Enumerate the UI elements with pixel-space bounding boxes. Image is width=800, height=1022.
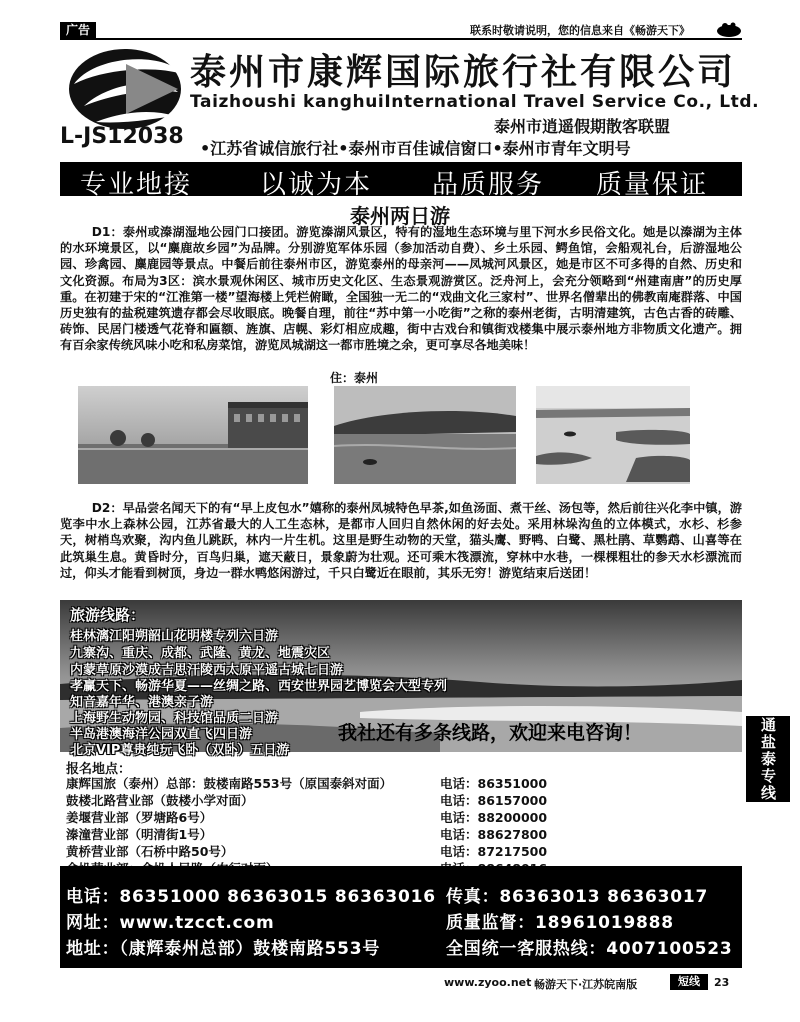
contact-website: 网址：www.tzcct.com [66,913,275,933]
slogan-item: 专业地接 [80,170,193,200]
routes-heading: 旅游线路： [70,606,146,624]
contact-phone: 电话：86351000 86363015 86363016 [66,887,436,907]
day2-description: D2：早品尝名闻天下的有“早上皮包水”嬉称的泰州凤城特色早茶,如鱼汤面、煮干丝、汤包等，然后前往兴化李中镇，游览李中水上森林公园，江苏省最大的人工生态林，是都市人回归自然休闲的好去处。采用林垛沟鱼的立体模式，水杉、杉参天，树梢鸟欢聚，沟内鱼儿跳跃，林内一片生机。这里是野生动物的天堂，猫头鹰、野鸭、白鹭、黑杜鹃、草鹦鹉、山喜等在此筑巢生息。黄昏时分，百鸟归巢，遮天蔽日，景象蔚为壮观。还可乘木筏漂流，穿林中水巷，一棵棵粗壮的参天水杉漂流而过，仰头才能看到树顶，身边一群水鸭悠闲游过，千只白鹭近在眼前，其乐无穷！游览结束后送团！ [60,501,742,580]
section-side-tab: 通盐泰专线 [746,716,790,802]
office-phone: 电话：86157000 [440,793,548,808]
alliance-name: 泰州市逍遥假期散客联盟 [494,117,671,136]
route-item: 知音嘉年华、港澳亲子游 [70,695,214,710]
office-phone: 电话：88200000 [440,810,548,825]
photo-wetland-waterway [536,386,690,484]
honors-line: •江苏省诚信旅行社•泰州市百佳诚信窗口•泰州市青年文明号 [200,139,631,158]
office-phone: 电话：86351000 [440,776,548,791]
quality-supervision: 质量监督：18961019888 [446,913,674,933]
office-address: 康辉国旅（泰州）总部：鼓楼南路553号（原国泰斜对面） [66,776,393,791]
office-address: 姜堰营业部（罗塘路6号） [66,810,213,825]
footer-url: www.zyoo.net [444,976,532,989]
footer-publication: 畅游天下·江苏皖南版 [534,978,638,991]
office-address: 鼓楼北路营业部（鼓楼小学对面） [66,793,254,808]
contact-box [60,866,742,968]
company-logo-icon [66,44,184,134]
route-item: 九寨沟、重庆、成都、武隆、黄龙、地震灾区 [70,646,331,661]
route-item: 内蒙草原沙漠成吉思汗陵西太原平遥古城七日游 [70,663,344,678]
day1-description: D1：泰州或溱湖湿地公园门口接团。游览溱湖风景区，特有的湿地生态环境与里下河水乡民俗文化。她是以溱湖为主体的水环境景区，以“麋鹿故乡园”为品牌。分别游览军体乐园（参加活动自费）、乡土乐园、鳄鱼馆，会船观礼台，后游湿地公园、珍禽园、麋鹿园等景点。中餐后前往泰州市区，游览泰州的母亲河——凤城河风景区，她是市区不可多得的自然、历史和文化资源。布局为3区：滨水景观休闲区、城市历史文化区、生态景观游赏区。泛舟河上，会充分领略到“州建南唐”的历史厚重。在初建于宋的“江淮第一楼”望海楼上凭栏俯瞰，全国独一无二的“戏曲文化三家村”、世界名僧辈出的佛教南庵群落、中国历史独有的盐税建筑遗存都会尽收眼底。晚餐自理，前往“苏中第一小吃街”之称的泰州老街，古明清建筑，古色古香的砖雕、砖饰、民居门楼透气花脊和匾额、旌旗、店幌、彩灯相应成趣，街中古戏台和镇街戏楼集中展示泰州地方非物质文化遗产。拥有百余家传统风味小吃和私房菜馆，游览凤城湖这一都市胜境之余，更可享尽各地美味！ [60,225,742,353]
page-number: 23 [714,976,730,989]
ad-tag: 广告 [60,22,96,38]
company-name-en: Taizhoushi kanghuiInternational Travel Service Co., Ltd. [190,92,760,112]
photo-building-by-lake [78,386,308,484]
route-item: 上海野生动物园、科技馆品质二日游 [70,711,279,726]
slogan-item: 品质服务 [432,170,545,200]
registration-heading: 报名地点： [66,762,132,777]
office-address: 黄桥营业部（石桥中路50号） [66,844,234,859]
contact-address: 地址：（康辉泰州总部）鼓楼南路553号 [66,939,381,959]
slogan-item: 质量保证 [596,170,709,200]
footer-section-tag: 短线 [670,974,708,990]
customer-hotline: 全国统一客服热线：4007100523 [446,939,733,959]
magazine-logo-icon [716,20,742,38]
license-number: L-JS12038 [60,124,184,149]
route-item: 北京VIP尊贵纯玩飞卧（双卧）五日游 [70,743,290,758]
office-phone: 电话：88627800 [440,827,548,842]
route-item: 半岛港澳海洋公园双直飞四日游 [70,727,253,742]
office-phone: 电话：87217500 [440,844,548,859]
contact-fax: 传真：86363013 86363017 [446,887,709,907]
slogan-bar [60,162,742,200]
slogan-item: 以诚为本 [260,170,373,200]
route-item: 桂林漓江阳朔韶山花明楼专列六日游 [70,629,279,644]
tour-title: 泰州两日游 [350,204,450,228]
route-item: 孝赢天下、畅游华夏——丝绸之路、西安世界园艺博览会大型专列 [70,679,448,694]
more-routes-callout: 我社还有多条线路，欢迎来电咨询！ [338,722,643,744]
photo-river-boat [334,386,516,484]
stay-location: 住：泰州 [330,371,379,385]
top-rule [60,38,742,40]
office-address: 溱潼营业部（明清街1号） [66,827,213,842]
source-note: 联系时敬请说明，您的信息来自《畅游天下》 [470,24,690,37]
company-name-cn: 泰州市康辉国际旅行社有限公司 [190,52,737,93]
